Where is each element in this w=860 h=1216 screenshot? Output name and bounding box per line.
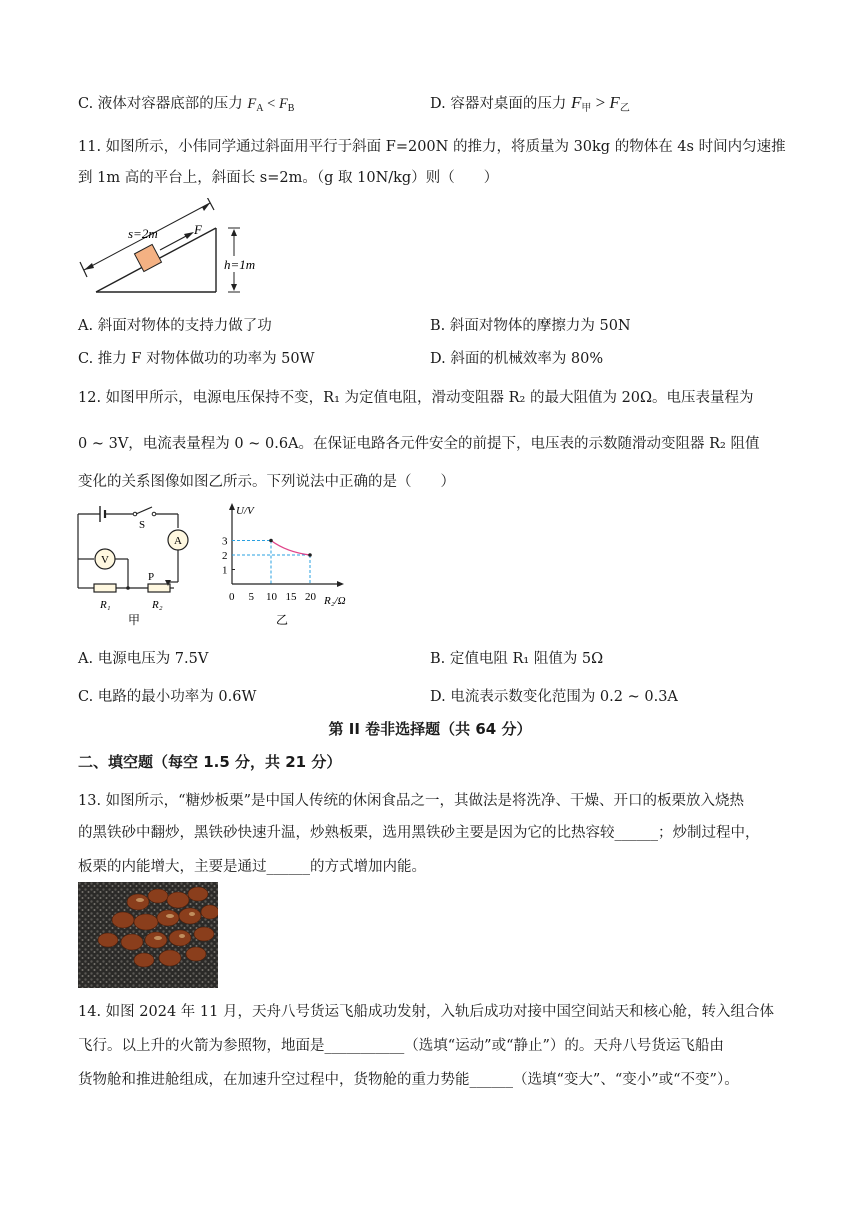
q10-option-c: C. 液体对容器底部的压力 $F_A < F_B$ [78, 96, 295, 114]
q14-stem-line1: 14. 如图 2024 年 11 月，天舟八号货运飞船成功发射，入轨后成功对接中国空间站天和核心舱，转入组合体 [78, 1004, 774, 1020]
x-tick-label: 10 [266, 591, 277, 603]
q11-stem-line2: 到 1m 高的平台上，斜面长 s=2m。（g 取 10N/kg）则（ ） [78, 170, 499, 186]
svg-text:乙: 乙 [276, 613, 289, 627]
x-tick-label: 20 [305, 591, 316, 603]
q12-stem-line2: 0 ~ 3V，电流表量程为 0 ~ 0.6A。在保证电路各元件安全的前提下，电压表的示数随滑动变阻器 R₂ 阻值 [78, 436, 760, 452]
chestnut-photo [78, 882, 218, 988]
q10-option-d: D. 容器对桌面的压力 $F_甲 > F_乙$ [430, 93, 630, 114]
f-label: F [194, 222, 202, 237]
q11-option-c: C. 推力 F 对物体做功的功率为 50W [78, 351, 315, 367]
section-heading: 二、填空题（每空 1.5 分，共 21 分） [78, 753, 342, 771]
y-tick-label: 1 [222, 564, 228, 577]
q11-option-b: B. 斜面对物体的摩擦力为 50N [430, 318, 631, 334]
q12-option-a: A. 电源电压为 7.5V [78, 651, 209, 667]
q11-option-a: A. 斜面对物体的支持力做了功 [78, 318, 272, 334]
q12-option-c: C. 电路的最小功率为 0.6W [78, 689, 257, 705]
svg-text:R₁: R₁ [100, 599, 111, 611]
svg-text:甲: 甲 [128, 613, 141, 627]
s-label: s=2m [128, 226, 158, 241]
block [134, 244, 161, 271]
incline-figure [76, 198, 276, 298]
q13-stem-line1: 13. 如图所示，“糖炒板栗”是中国人传统的休闲食品之一，其做法是将洗净、干燥、开口的板栗放入烧热 [78, 793, 744, 809]
q12-stem-line1: 12. 如图甲所示，电源电压保持不变，R₁ 为定值电阻，滑动变阻器 R₂ 的最大阻值为 20Ω。电压表量程为 [78, 390, 754, 406]
x-tick-label: 0 [229, 591, 235, 603]
svg-text:R₂: R₂ [152, 599, 163, 611]
q13-stem-line3: 板栗的内能增大，主要是通过______的方式增加内能。 [78, 859, 426, 875]
switch [136, 507, 152, 514]
q14-stem-line3: 货物舱和推进舱组成，在加速升空过程中，货物舱的重力势能______（选填“变大”、“变小”或“不变”）。 [78, 1072, 739, 1088]
circuit-diagram [72, 500, 202, 630]
x-tick-label: 15 [285, 591, 297, 603]
h-label: h=1m [224, 257, 256, 272]
point-20-2 [308, 553, 312, 557]
svg-text:S: S [139, 519, 146, 531]
voltage-resistance-graph [216, 500, 366, 630]
q13-stem-line2: 的黑铁砂中翻炒，黑铁砂快速升温，炒熟板栗，选用黑铁砂主要是因为它的比热容较______；炒制过程中， [78, 825, 760, 841]
y-tick-label: 3 [222, 535, 228, 548]
section-title: 第 II 卷非选择题（共 64 分） [328, 720, 532, 738]
svg-text:R₂/Ω: R₂/Ω [324, 595, 346, 607]
q11-stem-line1: 11. 如图所示，小伟同学通过斜面用平行于斜面 F=200N 的推力，将质量为 30kg 的物体在 4s 时间内匀速推 [78, 139, 786, 155]
point-10-3 [269, 539, 273, 543]
r2 [148, 584, 170, 592]
r1 [94, 584, 116, 592]
q12-option-d: D. 电流表示数变化范围为 0.2 ~ 0.3A [430, 689, 678, 705]
x-tick-label: 5 [248, 591, 254, 603]
q11-option-d: D. 斜面的机械效率为 80% [430, 351, 604, 367]
q12-option-b: B. 定值电阻 R₁ 阻值为 5Ω [430, 651, 604, 667]
svg-text:V: V [101, 554, 109, 566]
q14-stem-line2: 飞行。以上升的火箭为参照物，地面是___________（选填“运动”或“静止”）的。天舟八号货运飞船由 [78, 1038, 724, 1054]
svg-text:P: P [148, 571, 155, 583]
q12-stem-line3: 变化的关系图像如图乙所示。下列说法中正确的是（ ） [78, 474, 455, 490]
y-tick-label: 2 [222, 550, 228, 562]
svg-text:U/V: U/V [236, 505, 254, 517]
u-r-curve [271, 541, 310, 556]
svg-text:A: A [174, 535, 182, 547]
